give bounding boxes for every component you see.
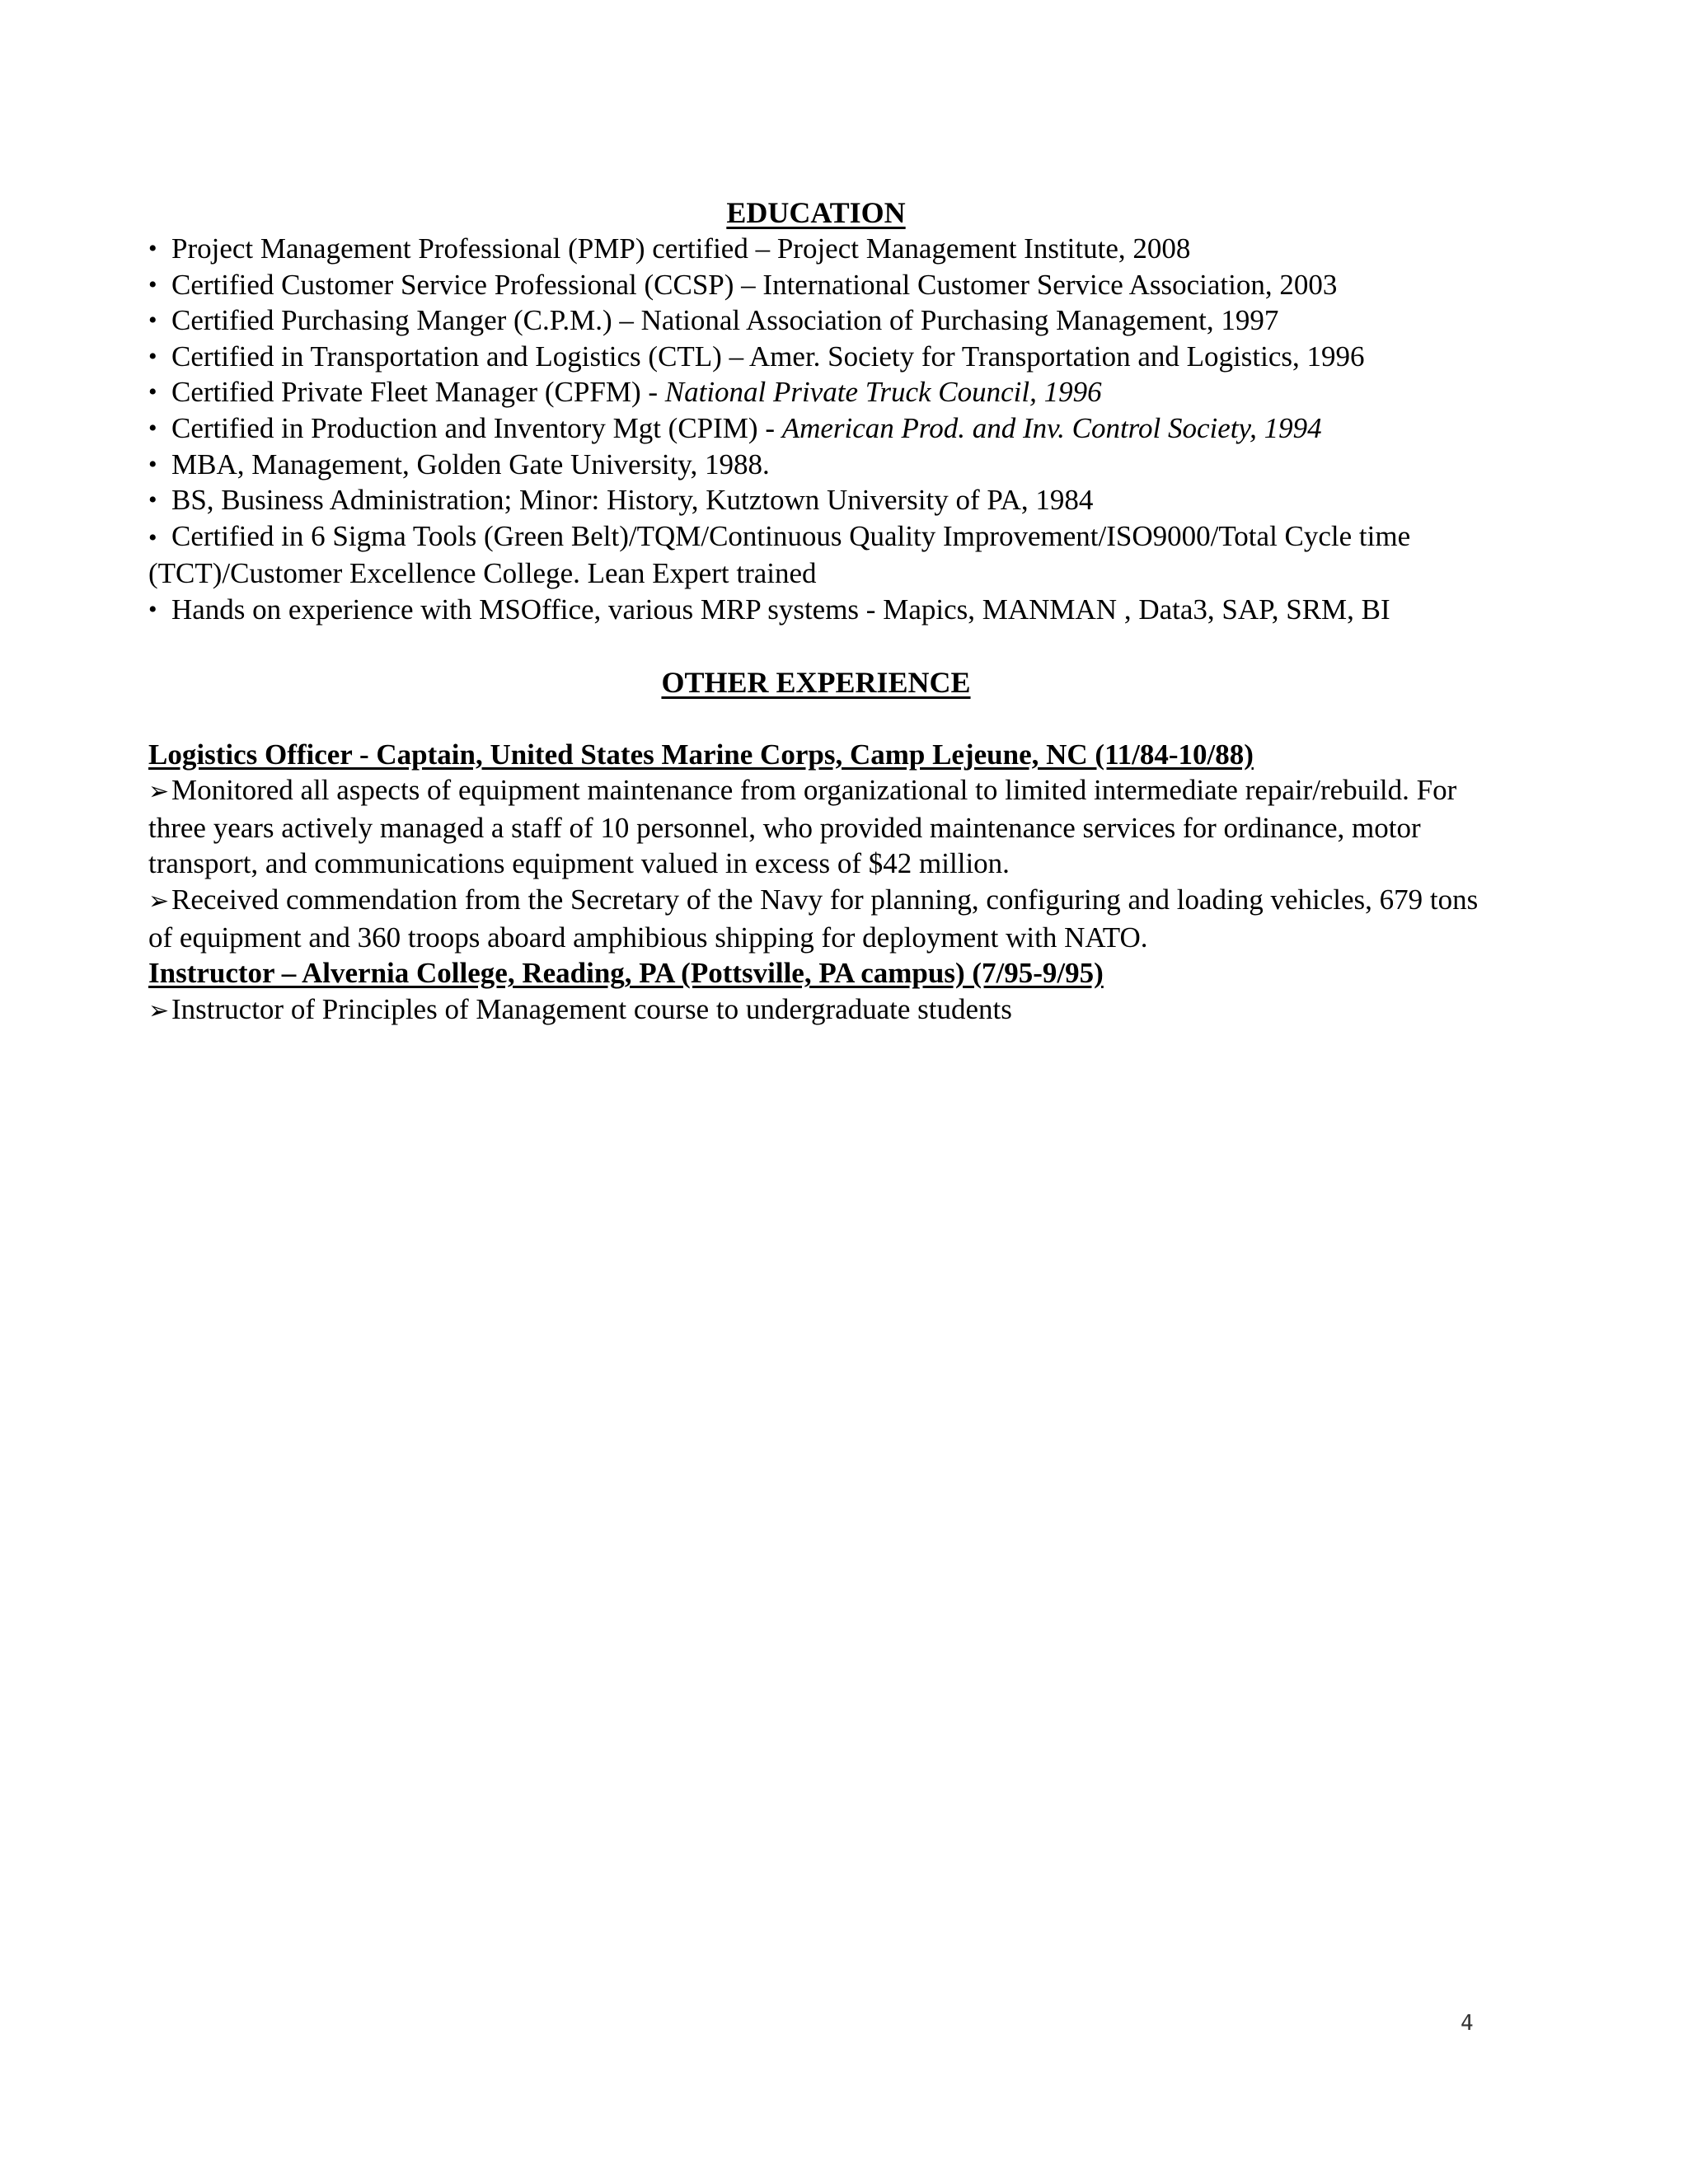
list-item: • MBA, Management, Golden Gate University, 1988. bbox=[148, 447, 1484, 483]
list-item: • Certified in Transportation and Logistics (CTL) – Amer. Society for Transportation and Logistics, 1996 bbox=[148, 339, 1484, 375]
bullet-icon: • bbox=[148, 235, 157, 262]
bullet-icon: • bbox=[148, 378, 157, 406]
other-experience-heading: OTHER EXPERIENCE bbox=[661, 665, 971, 699]
job-bullet: ➢Received commendation from the Secretary of the Navy for planning, configuring and loading vehicles, 679 tons of equipment and 360 troops aboard amphibious shipping for deployment with NATO. bbox=[148, 883, 1479, 954]
bullet-icon: • bbox=[148, 307, 157, 335]
arrow-bullet-icon: ➢ bbox=[148, 996, 170, 1024]
list-item: • BS, Business Administration; Minor: History, Kutztown University of PA, 1984 bbox=[148, 482, 1484, 518]
list-item: • Hands on experience with MSOffice, various MRP systems - Mapics, MANMAN , Data3, SAP, SRM, BI bbox=[148, 592, 1484, 628]
arrow-bullet-icon: ➢ bbox=[148, 887, 170, 915]
issuer-italic: - National Private Truck Council, 1996 bbox=[648, 376, 1102, 409]
list-item: • Project Management Professional (PMP) certified – Project Management Institute, 2008 bbox=[148, 231, 1484, 267]
list-item: • Certified in 6 Sigma Tools (Green Belt)/TQM/Continuous Quality Improvement/ISO9000/Total Cycle time (TCT)/Customer Excellence College. Lean Expert trained bbox=[148, 519, 1411, 590]
list-item: • Certified Purchasing Manger (C.P.M.) – National Association of Purchasing Management, 1997 bbox=[148, 302, 1484, 339]
list-item: • Certified Private Fleet Manager (CPFM) - National Private Truck Council, 1996 bbox=[148, 374, 1484, 410]
bullet-icon: • bbox=[148, 595, 157, 623]
page-number: 4 bbox=[1461, 2011, 1474, 2036]
bullet-icon: • bbox=[148, 450, 157, 478]
list-item: • Certified Customer Service Professional (CCSP) – International Customer Service Association, 2003 bbox=[148, 267, 1484, 303]
bullet-icon: • bbox=[148, 270, 157, 298]
job-entry bbox=[148, 955, 1484, 1029]
bullet-icon: • bbox=[148, 523, 157, 551]
list-item: • Certified in Production and Inventory Mgt (CPIM) - American Prod. and Inv. Control Society, 1994 bbox=[148, 410, 1484, 447]
job-bullet: ➢Instructor of Principles of Management course to undergraduate students bbox=[148, 991, 1484, 1029]
bullet-icon: • bbox=[148, 342, 157, 370]
job-title: Logistics Officer - Captain, United States Marine Corps, Camp Lejeune, NC (11/84-10/88) bbox=[148, 738, 1254, 771]
education-heading: EDUCATION bbox=[726, 196, 906, 229]
page-content bbox=[148, 194, 1484, 1029]
job-entry bbox=[148, 737, 1484, 956]
section-spacer bbox=[148, 701, 1484, 737]
section-spacer bbox=[148, 628, 1484, 664]
issuer-italic: American Prod. and Inv. Control Society, 1994 bbox=[781, 411, 1322, 444]
job-title: Instructor – Alvernia College, Reading, PA (Pottsville, PA campus) (7/95-9/95) bbox=[148, 957, 1104, 990]
education-list bbox=[148, 231, 1484, 628]
job-bullet: ➢Monitored all aspects of equipment maintenance from organizational to limited intermediate repair/rebuild. For three years actively managed a staff of 10 personnel, who provided maintenance services for ordinance, motor transport, and communications equipment valued in excess of $42 million. bbox=[148, 774, 1457, 880]
bullet-icon: • bbox=[148, 486, 157, 514]
bullet-icon: • bbox=[148, 414, 157, 442]
arrow-bullet-icon: ➢ bbox=[148, 778, 170, 806]
